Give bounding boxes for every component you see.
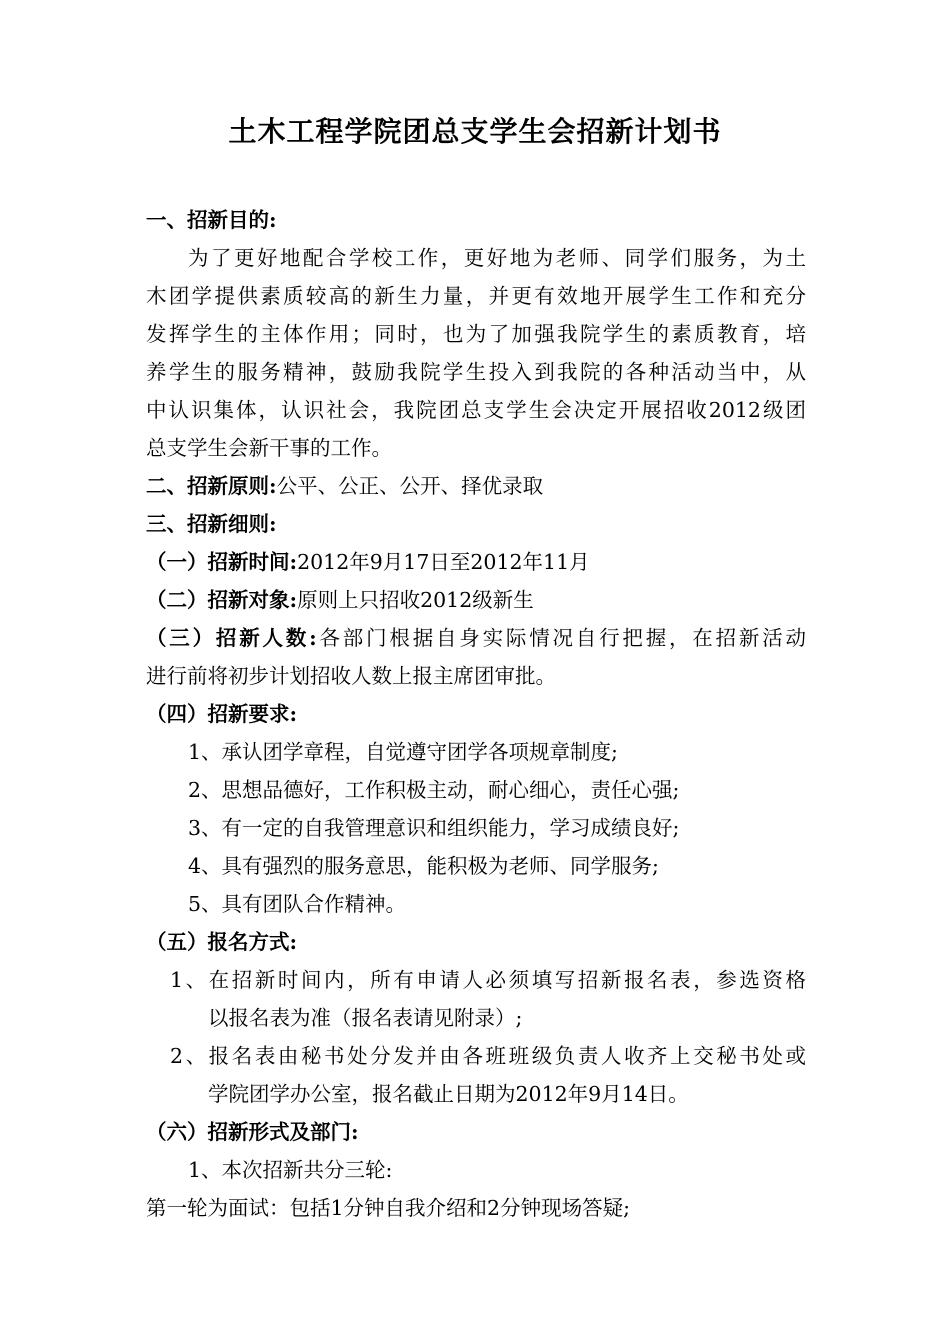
paragraph-line: 为了更好地配合学校工作，更好地为老师、同学们服务，为土 xyxy=(188,246,806,270)
rule-target-line xyxy=(146,581,806,619)
document-title: 土木工程学院团总支学生会招新计划书 xyxy=(228,115,722,148)
principle-line xyxy=(146,467,806,505)
list-item: 1、本次招新共分三轮: xyxy=(188,1158,393,1182)
section-heading-rules: 三、招新细则: xyxy=(146,512,277,536)
list-item: 4、具有强烈的服务意思，能积极为老师、同学服务; xyxy=(188,854,659,878)
paragraph-line: 养学生的服务精神，鼓励我院学生投入到我院的各种活动当中，从 xyxy=(146,360,806,384)
principle-text: 公平、公正、公开、择优录取 xyxy=(276,474,544,498)
list-item-continuation: 以报名表为准（报名表请见附录）; xyxy=(208,1006,523,1030)
rule-count-text: 各部门根据自身实际情况自行把握，在招新活动 xyxy=(316,626,806,650)
paragraph-line: 第一轮为面试：包括1分钟自我介绍和2分钟现场答疑; xyxy=(146,1196,630,1220)
rule-count-line xyxy=(146,619,806,657)
section-heading-principle: 二、招新原则: xyxy=(146,474,277,498)
rule-time-label: （一）招新时间: xyxy=(146,550,298,574)
list-item: 2、报名表由秘书处分发并由各班班级负责人收齐上交秘书处或 xyxy=(170,1044,806,1068)
list-item: 1、在招新时间内，所有申请人必须填写招新报名表，参选资格 xyxy=(170,968,806,992)
paragraph-line: 进行前将初步计划招收人数上报主席团审批。 xyxy=(146,664,556,688)
paragraph-line: 木团学提供素质较高的新生力量，并更有效地开展学生工作和充分 xyxy=(146,284,806,308)
rule-count-label: （三）招新人数: xyxy=(146,626,317,650)
rule-signup-label: （五）报名方式: xyxy=(146,930,298,954)
rule-time-text: 2012年9月17日至2012年11月 xyxy=(297,550,590,574)
paragraph-line: 发挥学生的主体作用；同时，也为了加强我院学生的素质教育，培 xyxy=(146,322,806,346)
list-item: 2、思想品德好，工作积极主动，耐心细心，责任心强; xyxy=(188,778,680,802)
rule-target-label: （二）招新对象: xyxy=(146,588,298,612)
rule-time-line xyxy=(146,543,806,581)
rule-requirements-label: （四）招新要求: xyxy=(146,702,298,726)
rule-form-label: （六）招新形式及部门: xyxy=(146,1120,359,1144)
section-heading-purpose: 一、招新目的: xyxy=(146,208,277,232)
list-item: 3、有一定的自我管理意识和组织能力，学习成绩良好; xyxy=(188,816,680,840)
rule-target-text: 原则上只招收2012级新生 xyxy=(297,588,534,612)
paragraph-line: 总支学生会新干事的工作。 xyxy=(146,436,392,460)
document-body xyxy=(146,201,806,1227)
list-item: 5、具有团队合作精神。 xyxy=(188,892,407,916)
paragraph-line: 中认识集体，认识社会，我院团总支学生会决定开展招收2012级团 xyxy=(146,398,806,422)
list-item: 1、承认团学章程，自觉遵守团学各项规章制度; xyxy=(188,740,618,764)
list-item-continuation: 学院团学办公室，报名截止日期为2012年9月14日。 xyxy=(208,1082,689,1106)
